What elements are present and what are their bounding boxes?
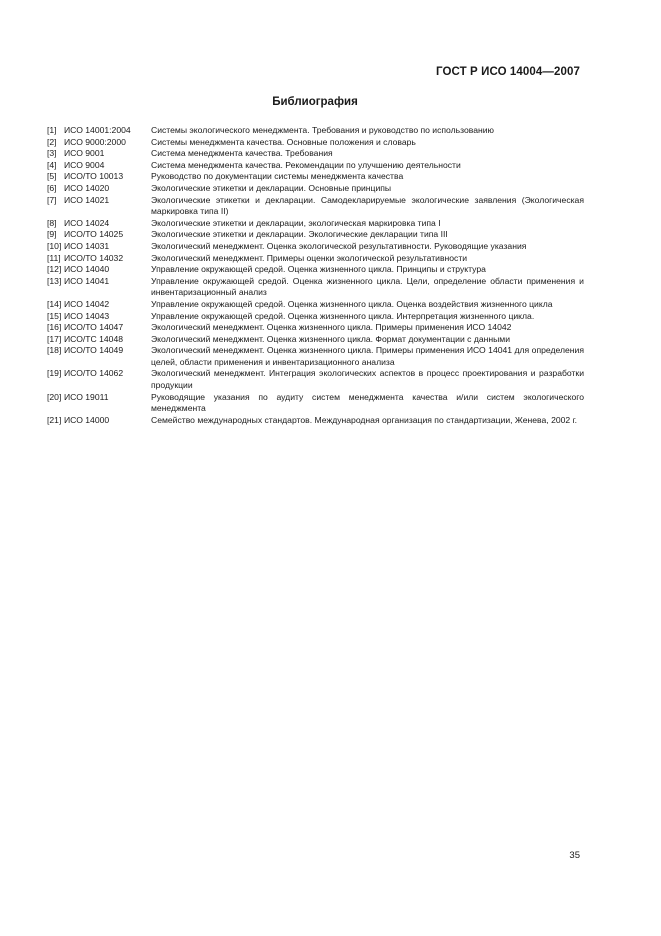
entry-number: [12]: [47, 264, 62, 275]
entry-title: Экологический менеджмент. Оценка жизненного цикла. Примеры применения ИСО 14042: [151, 322, 512, 333]
entry-standard-code: ИСО 14020: [64, 182, 110, 193]
entry-number: [17]: [47, 333, 62, 344]
bibliography-entry: [47, 241, 584, 253]
entry-standard-code: ИСО/ТО 14025: [64, 229, 124, 240]
entry-title: Семейство международных стандартов. Международная организация по стандартизации, Женева, 2002 г.: [151, 414, 578, 425]
bibliography-entry: [47, 368, 584, 391]
bibliography-entry: [47, 148, 584, 160]
entry-title: Экологические этикетки и декларации. Основные принципы: [151, 182, 392, 193]
entry-number: [13]: [47, 275, 62, 286]
entry-standard-code: ИСО 14024: [64, 217, 110, 228]
entry-standard-code: ИСО 9001: [64, 148, 105, 159]
bibliography-entry: [47, 229, 584, 241]
bibliography-entry: [47, 160, 584, 172]
bibliography-entry: [47, 334, 584, 346]
entry-standard-code: ИСО/ТО 14047: [64, 322, 124, 333]
entry-number: [11]: [47, 252, 61, 263]
bibliography-list: [47, 125, 584, 426]
page-header-standard-code: ГОСТ Р ИСО 14004—2007: [435, 66, 580, 78]
entry-title: Управление окружающей средой. Оценка жизненного цикла. Оценка воздействия жизненного цикла: [151, 298, 553, 309]
entry-number: [6]: [47, 182, 57, 193]
entry-number: [7]: [47, 194, 57, 205]
entry-standard-code: ИСО 9004: [64, 159, 105, 170]
entry-number: [16]: [47, 322, 62, 333]
entry-standard-code: ИСО 14031: [64, 240, 110, 251]
bibliography-entry: [47, 125, 584, 137]
entry-title: Экологический менеджмент. Оценка жизненного цикла. Примеры применения ИСО 14041 для определения целей, области применения и инвентаризационного анализа: [151, 345, 584, 367]
entry-title: Система менеджмента качества. Требования: [151, 148, 333, 159]
entry-title: Руководство по документации системы менеджмента качества: [151, 171, 404, 182]
bibliography-entry: [47, 218, 584, 230]
entry-title: Экологические этикетки и декларации, экологическая маркировка типа I: [151, 217, 441, 228]
entry-number: [21]: [47, 414, 62, 425]
bibliography-entry: [47, 311, 584, 323]
entry-standard-code: ИСО 14001:2004: [64, 125, 131, 135]
entry-standard-code: ИСО 14000: [64, 414, 110, 425]
entry-standard-code: ИСО/ТС 14048: [64, 333, 124, 344]
bibliography-entry: [47, 264, 584, 276]
entry-number: [15]: [47, 310, 62, 321]
entry-title: Экологический менеджмент. Оценка экологической результативности. Руководящие указания: [151, 240, 527, 251]
entry-standard-code: ИСО 14040: [64, 264, 110, 275]
bibliography-entry: [47, 276, 584, 299]
entry-number: [10]: [47, 240, 62, 251]
bibliography-entry: [47, 253, 584, 265]
entry-standard-code: ИСО/ТО 10013: [64, 171, 124, 182]
entry-standard-code: ИСО 14041: [64, 275, 110, 286]
entry-title: Управление окружающей средой. Оценка жизненного цикла. Принципы и структура: [151, 264, 486, 275]
section-title: Библиография: [272, 96, 358, 108]
entry-standard-code: ИСО 14043: [64, 310, 110, 321]
entry-title: Экологический менеджмент. Примеры оценки экологической результативности: [151, 252, 468, 263]
bibliography-entry: [47, 392, 584, 415]
page-number: 35: [569, 850, 580, 861]
bibliography-entry: [47, 137, 584, 149]
entry-standard-code: ИСО/ТО 14032: [64, 252, 124, 263]
entry-standard-code: ИСО 9000:2000: [64, 136, 126, 147]
entry-number: [18]: [47, 345, 62, 356]
entry-number: [14]: [47, 298, 62, 309]
entry-title: Экологический менеджмент. Интеграция экологических аспектов в процесс проектирования и разработки продукции: [151, 368, 584, 391]
entry-standard-code: ИСО 19011: [64, 391, 109, 402]
entry-title: Управление окружающей средой. Оценка жизненного цикла. Интерпретация жизненного цикла.: [151, 310, 535, 321]
bibliography-entry: [47, 299, 584, 311]
entry-title: Руководящие указания по аудиту систем менеджмента качества и/или систем экологического менеджмента: [151, 391, 584, 414]
bibliography-entry: [47, 415, 584, 427]
entry-number: [1]: [47, 125, 57, 135]
entry-standard-code: ИСО/ТО 14062: [64, 368, 124, 379]
entry-title: Системы экологического менеджмента. Требования и руководство по использованию: [151, 125, 494, 135]
entry-number: [8]: [47, 217, 57, 228]
entry-title: Управление окружающей средой. Оценка жизненного цикла. Цели, определение области применения и инвентаризационный анализ: [151, 275, 584, 298]
entry-number: [9]: [47, 229, 57, 240]
entry-number: [20]: [47, 391, 62, 402]
entry-standard-code: ИСО/ТО 14049: [64, 345, 124, 356]
bibliography-entry: [47, 195, 584, 218]
bibliography-entry: [47, 183, 584, 195]
entry-title: Экологические этикетки и декларации. Самодекларируемые экологические заявления (Экологическая маркировка типа II): [151, 194, 584, 217]
entry-number: [19]: [47, 368, 62, 379]
entry-number: [4]: [47, 159, 57, 170]
entry-standard-code: ИСО 14021: [64, 194, 110, 205]
entry-number: [5]: [47, 171, 57, 182]
entry-number: [3]: [47, 148, 57, 159]
bibliography-entry: [47, 322, 584, 334]
bibliography-entry: [47, 171, 584, 183]
entry-number: [2]: [47, 136, 57, 147]
entry-title: Системы менеджмента качества. Основные положения и словарь: [151, 136, 416, 147]
entry-title: Экологический менеджмент. Оценка жизненного цикла. Формат документации с данными: [151, 333, 511, 344]
entry-title: Экологические этикетки и декларации. Экологические декларации типа III: [151, 229, 448, 240]
entry-title: Система менеджмента качества. Рекомендации по улучшению деятельности: [151, 159, 461, 170]
entry-standard-code: ИСО 14042: [64, 298, 110, 309]
bibliography-entry: [47, 345, 584, 368]
